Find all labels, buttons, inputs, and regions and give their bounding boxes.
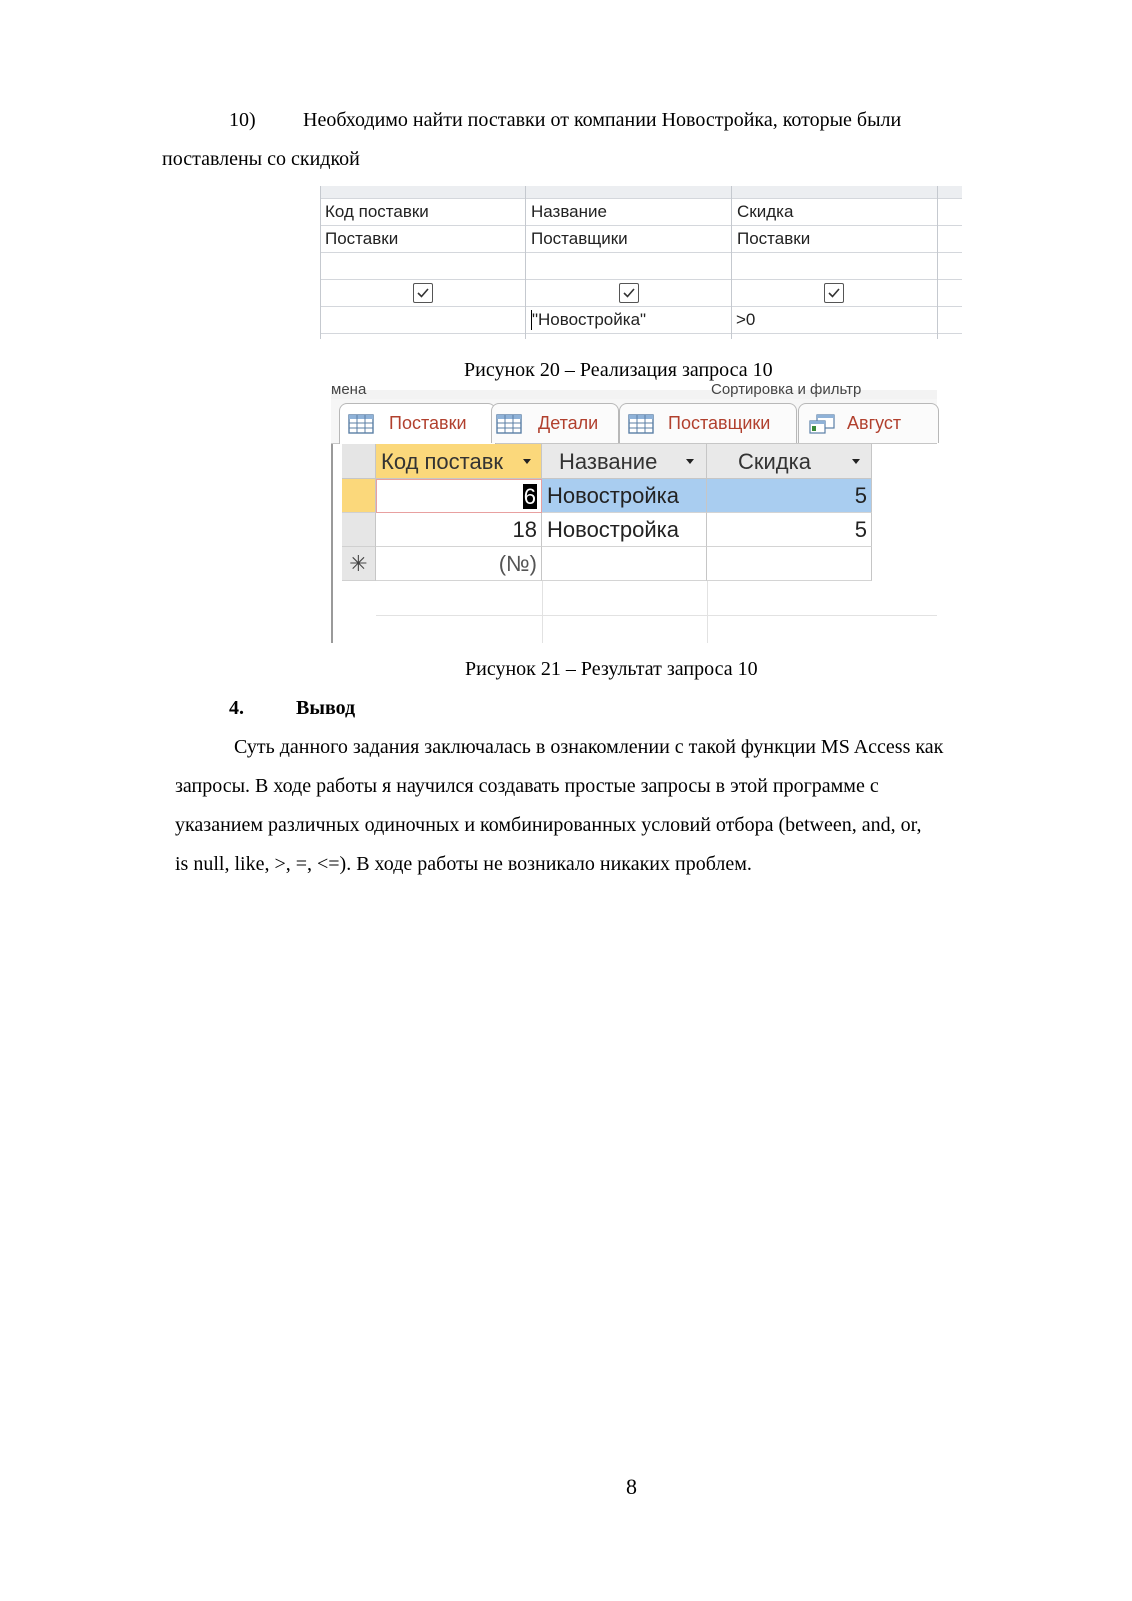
document-tabs xyxy=(331,399,937,444)
table-cell-code-new[interactable]: (№) xyxy=(376,547,542,581)
table-icon xyxy=(628,414,654,434)
criteria-cell[interactable] xyxy=(320,307,322,333)
tab-postavki[interactable]: Поставки xyxy=(339,403,496,444)
table-cell-discount[interactable]: 5 xyxy=(707,513,872,547)
show-checkbox[interactable] xyxy=(619,283,639,303)
datasheet-grid xyxy=(342,444,937,643)
figure-caption: Рисунок 21 – Результат запроса 10 xyxy=(465,658,758,680)
table-cell-discount[interactable]: 5 xyxy=(707,479,872,513)
table-cell-name-new[interactable] xyxy=(542,547,707,581)
field-name-cell[interactable]: Код поставки xyxy=(325,202,429,221)
tab-postavshchiki[interactable]: Поставщики xyxy=(619,403,797,443)
dropdown-arrow-icon[interactable] xyxy=(523,459,531,464)
table-cell-code[interactable]: 18 xyxy=(376,513,542,547)
record-selector[interactable] xyxy=(342,479,376,513)
query-design-grid xyxy=(320,186,962,339)
dropdown-arrow-icon[interactable] xyxy=(852,459,860,464)
table-name-cell[interactable]: Поставки xyxy=(325,229,399,248)
item-number: 10) xyxy=(229,109,256,131)
field-name-cell[interactable]: Скидка xyxy=(737,202,794,221)
paragraph-line: указанием различных одиночных и комбинированных условий отбора (between, and, or, xyxy=(175,814,922,836)
table-icon xyxy=(496,414,522,434)
item-text-line1: Необходимо найти поставки от компании Новостройка, которые были xyxy=(303,109,902,131)
figure-caption: Рисунок 20 – Реализация запроса 10 xyxy=(464,359,773,381)
paragraph-line: is null, like, >, =, <=). В ходе работы не возникало никаких проблем. xyxy=(175,853,752,875)
grid-top-bar xyxy=(320,186,962,198)
item-text-line2: поставлены со скидкой xyxy=(162,148,360,170)
column-header-code[interactable]: Код поставк xyxy=(376,444,542,479)
tab-avgust[interactable]: Август xyxy=(798,403,939,443)
column-header-discount[interactable]: Скидка xyxy=(707,444,872,479)
select-all-corner[interactable] xyxy=(342,444,376,479)
query-icon xyxy=(809,414,835,434)
table-cell-discount-new[interactable] xyxy=(707,547,872,581)
ribbon-group-label: мена xyxy=(331,381,367,398)
show-checkbox[interactable] xyxy=(413,283,433,303)
ribbon-group-label: Сортировка и фильтр xyxy=(711,381,862,398)
paragraph-line: запросы. В ходе работы я научился создавать простые запросы в этой программе с xyxy=(175,775,879,797)
dropdown-arrow-icon[interactable] xyxy=(686,459,694,464)
table-name-cell[interactable]: Поставки xyxy=(737,229,811,248)
paragraph-line: Суть данного задания заключалась в ознакомлении с такой функции MS Access как xyxy=(234,736,944,758)
new-record-icon: ✳ xyxy=(349,551,368,576)
table-cell-name[interactable]: Новостройка xyxy=(542,479,707,513)
new-record-selector[interactable] xyxy=(342,547,376,581)
table-icon xyxy=(348,414,374,434)
ribbon-strip xyxy=(331,381,937,399)
table-name-cell[interactable]: Поставщики xyxy=(531,229,628,248)
datasheet-view xyxy=(331,381,937,643)
show-checkbox[interactable] xyxy=(824,283,844,303)
window-edge xyxy=(331,444,333,643)
section-number: 4. xyxy=(229,697,244,719)
page-number: 8 xyxy=(626,1474,637,1499)
section-title: Вывод xyxy=(296,697,356,719)
field-name-cell[interactable]: Название xyxy=(531,202,607,221)
criteria-cell[interactable]: >0 xyxy=(736,310,756,329)
table-cell-name[interactable]: Новостройка xyxy=(542,513,707,547)
criteria-cell[interactable]: "Новостройка" xyxy=(532,310,647,329)
column-header-name[interactable]: Название xyxy=(542,444,707,479)
record-selector[interactable] xyxy=(342,513,376,547)
tab-detali[interactable]: Детали xyxy=(491,403,619,443)
table-cell-code[interactable]: 6 xyxy=(376,479,542,513)
